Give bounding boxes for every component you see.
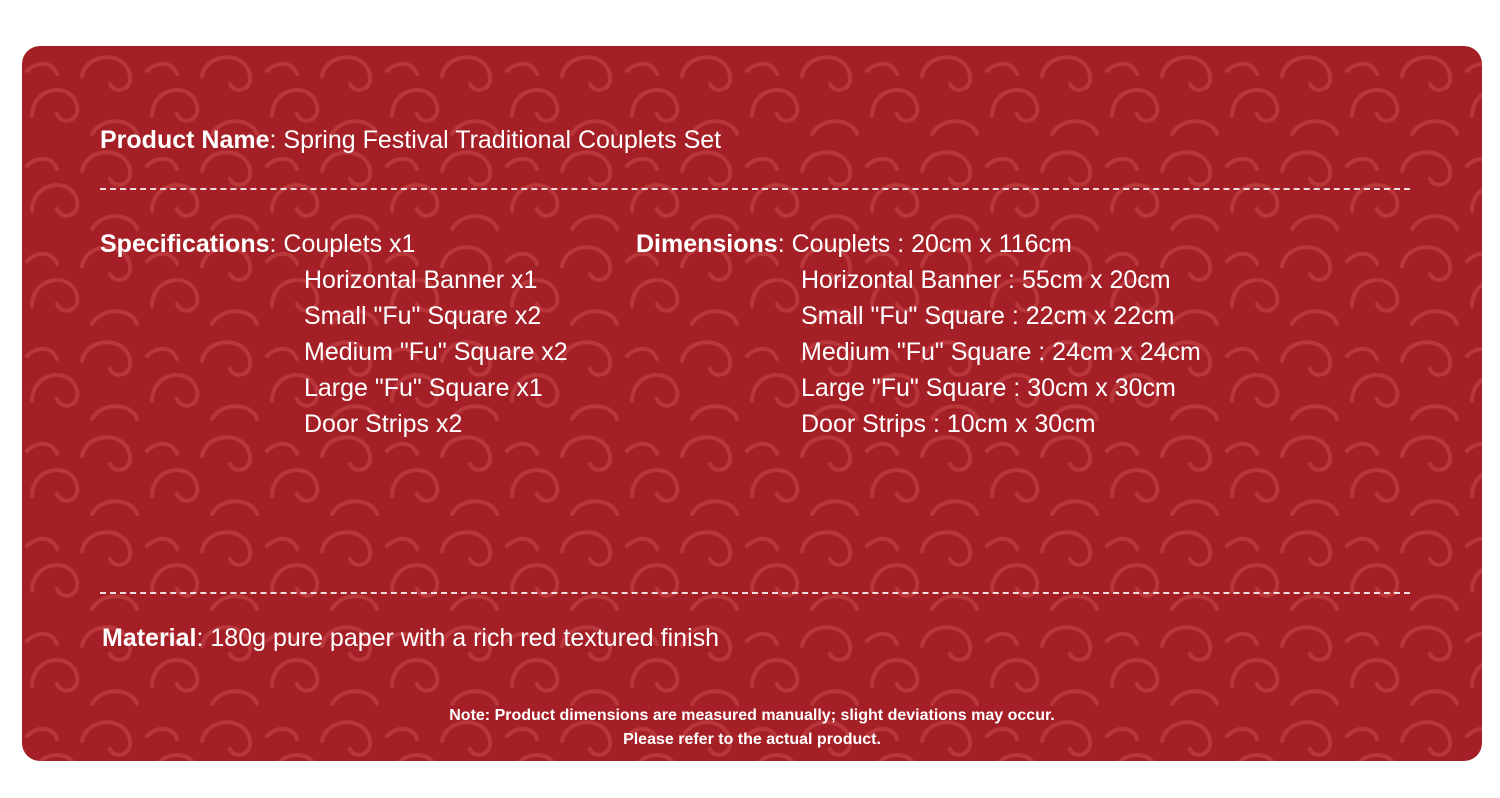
material-value: 180g pure paper with a rich red textured finish [210,624,720,652]
product-name-separator: : [269,126,284,154]
material-label: Material [102,624,197,652]
specifications-item: Small "Fu" Square x2 [304,302,542,330]
dimensions-item: Couplets : 20cm x 116cm [791,230,1072,258]
dimensions-item: Door Strips : 10cm x 30cm [801,410,1096,438]
material-separator: : [196,624,211,652]
divider-bottom [100,592,1410,594]
specifications-item: Door Strips x2 [304,410,463,438]
product-info-card [22,46,1482,761]
specifications-item: Horizontal Banner x1 [304,266,538,294]
specifications-item: Large "Fu" Square x1 [304,374,543,402]
dimensions-separator: : [777,230,792,258]
material-row [102,623,719,653]
dimensions-item: Small "Fu" Square : 22cm x 22cm [801,302,1175,330]
specifications-separator: : [269,230,284,258]
product-name-value: Spring Festival Traditional Couplets Set [283,126,722,154]
specifications-label: Specifications [100,230,270,258]
dimensions-block [636,226,1201,442]
dimensions-row-0 [636,226,1201,262]
dimensions-item: Medium "Fu" Square : 24cm x 24cm [801,338,1201,366]
note-line-2: Please refer to the actual product. [623,731,881,748]
note-line-1: Note: Product dimensions are measured manually; slight deviations may occur. [449,707,1055,724]
specifications-block [100,226,568,442]
dimensions-item: Large "Fu" Square : 30cm x 30cm [801,374,1176,402]
product-name-row [100,125,721,155]
specifications-row-0 [100,226,568,262]
dimensions-item: Horizontal Banner : 55cm x 20cm [801,266,1171,294]
specifications-item: Medium "Fu" Square x2 [304,338,568,366]
product-name-label: Product Name [100,126,270,154]
divider-top [100,188,1410,190]
dimensions-label: Dimensions [636,230,778,258]
specifications-item: Couplets x1 [283,230,416,258]
